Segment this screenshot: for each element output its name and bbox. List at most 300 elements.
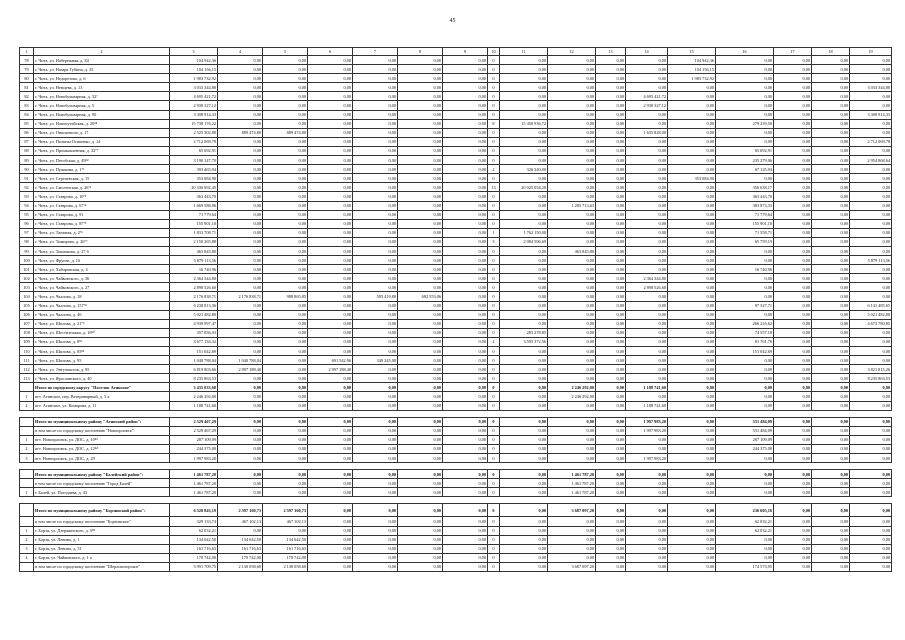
- table-row: [20, 128, 892, 137]
- value-cell: 0: [488, 101, 500, 110]
- value-cell: 353 084,90: [668, 174, 716, 183]
- value-cell: 279 239,50: [716, 119, 774, 128]
- table-row: [20, 488, 892, 497]
- value-cell: 0,00: [668, 553, 716, 562]
- value-cell: 0,00: [668, 310, 716, 319]
- value-cell: 0,00: [263, 383, 308, 392]
- table-row: [20, 228, 892, 237]
- value-cell: 0,00: [668, 301, 716, 310]
- value-cell: 0,00: [596, 504, 626, 517]
- column-number: 8: [398, 48, 443, 56]
- value-cell: 0,00: [668, 274, 716, 283]
- value-cell: 0,00: [596, 56, 626, 65]
- value-cell: 0,00: [716, 374, 774, 383]
- value-cell: 20 336 692,45: [170, 183, 218, 192]
- value-cell: 0,00: [774, 128, 812, 137]
- value-cell: 0,00: [596, 562, 626, 571]
- value-cell: 155 901,10: [716, 219, 774, 228]
- value-cell: 4 695 421,72: [626, 92, 668, 101]
- value-cell: 0,00: [668, 92, 716, 101]
- value-cell: 0,00: [774, 562, 812, 571]
- value-cell: 0,00: [308, 479, 353, 488]
- table-row: [20, 110, 892, 119]
- value-cell: 363 443,70: [170, 192, 218, 201]
- value-cell: 353 084,90: [170, 174, 218, 183]
- value-cell: 170 742,00: [170, 553, 218, 562]
- value-cell: 0,00: [668, 319, 716, 328]
- value-cell: 0,00: [353, 83, 398, 92]
- value-cell: 0,00: [596, 517, 626, 526]
- value-cell: 0,00: [500, 526, 548, 535]
- value-cell: 0,00: [500, 174, 548, 183]
- value-cell: 0,00: [626, 488, 668, 497]
- value-cell: 0,00: [308, 65, 353, 74]
- value-cell: 0,00: [626, 504, 668, 517]
- value-cell: 65 759,19: [716, 237, 774, 246]
- value-cell: 889 474,80: [218, 128, 263, 137]
- table-row: [20, 283, 892, 292]
- value-cell: 0,00: [398, 383, 443, 392]
- value-cell: 0,00: [548, 83, 596, 92]
- address-cell: г. Чита, ул. Назара Губина, д. 35: [34, 65, 170, 74]
- column-number: 14: [626, 48, 668, 56]
- value-cell: 0,00: [548, 292, 596, 301]
- value-cell: 0,00: [218, 92, 263, 101]
- value-cell: 0: [488, 444, 500, 453]
- row-number-cell: 1: [20, 392, 34, 401]
- value-cell: 0,00: [668, 328, 716, 337]
- address-cell: г. Чита, ул. Промышленная, д. 32⁷⁷: [34, 146, 170, 155]
- value-cell: 0: [488, 319, 500, 328]
- address-cell: г. Борзя, ул. Ленина, д. 51: [34, 544, 170, 553]
- value-cell: 0,00: [218, 526, 263, 535]
- value-cell: 0,00: [398, 365, 443, 374]
- value-cell: 2 176 838,71: [218, 292, 263, 301]
- row-number-cell: 79: [20, 65, 34, 74]
- value-cell: 0,00: [398, 426, 443, 435]
- value-cell: 0,00: [308, 535, 353, 544]
- value-cell: 0,00: [626, 337, 668, 346]
- address-cell: г. Чита, ул. Недорезова, д. 6: [34, 74, 170, 83]
- value-cell: 0,00: [596, 183, 626, 192]
- value-cell: 0,00: [548, 435, 596, 444]
- value-cell: 0,00: [263, 283, 308, 292]
- row-number-cell: [20, 562, 34, 571]
- table-row: [20, 544, 892, 553]
- value-cell: 0,00: [850, 237, 892, 246]
- value-cell: 0,00: [626, 479, 668, 488]
- value-cell: 0,00: [308, 426, 353, 435]
- value-cell: 0,00: [218, 319, 263, 328]
- value-cell: 0,00: [596, 401, 626, 410]
- value-cell: 0,00: [263, 426, 308, 435]
- address-cell: пгт. Агинское, пер. Ветеринарный, д. 3 а: [34, 392, 170, 401]
- value-cell: 2 246 292,00: [170, 392, 218, 401]
- value-cell: 0,00: [626, 228, 668, 237]
- value-cell: 0,00: [774, 219, 812, 228]
- value-cell: 0,00: [716, 137, 774, 146]
- value-cell: 0,00: [353, 119, 398, 128]
- value-cell: 0,00: [353, 417, 398, 426]
- address-cell: пгт. Новоорловск, ул. ДОС, д. 12⁸⁴: [34, 444, 170, 453]
- value-cell: 0,00: [812, 192, 850, 201]
- row-number-cell: [20, 383, 34, 392]
- row-number-cell: 101: [20, 265, 34, 274]
- row-number-cell: 2: [20, 444, 34, 453]
- table-row: [20, 183, 892, 192]
- value-cell: 0,00: [353, 383, 398, 392]
- value-cell: 0,00: [353, 319, 398, 328]
- value-cell: 0,00: [774, 65, 812, 74]
- value-cell: 889 474,80: [263, 128, 308, 137]
- value-cell: 0,00: [812, 454, 850, 463]
- value-cell: 0,00: [500, 246, 548, 255]
- value-cell: 0,00: [398, 128, 443, 137]
- value-cell: 71 779,64: [716, 210, 774, 219]
- value-cell: 0,00: [850, 201, 892, 210]
- value-cell: 0,00: [812, 374, 850, 383]
- value-cell: 0,00: [263, 74, 308, 83]
- value-cell: 0,00: [263, 265, 308, 274]
- value-cell: 0,00: [596, 301, 626, 310]
- value-cell: 0,00: [398, 401, 443, 410]
- value-cell: 0,00: [596, 274, 626, 283]
- value-cell: 5 879 113,56: [850, 256, 892, 265]
- value-cell: 0,00: [596, 137, 626, 146]
- value-cell: 0,00: [308, 101, 353, 110]
- value-cell: 0,00: [443, 301, 488, 310]
- value-cell: 1 461 787,20: [170, 479, 218, 488]
- value-cell: 3 308 914,33: [850, 110, 892, 119]
- value-cell: 0,00: [308, 146, 353, 155]
- value-cell: 0,00: [812, 310, 850, 319]
- address-cell: г. Борзя, ул. Дзержинского, д. 5⁸⁵: [34, 526, 170, 535]
- value-cell: 0,00: [774, 356, 812, 365]
- value-cell: 0,00: [548, 553, 596, 562]
- value-cell: 0: [488, 92, 500, 101]
- value-cell: 0,00: [218, 183, 263, 192]
- value-cell: 0,00: [850, 479, 892, 488]
- value-cell: 0,00: [218, 65, 263, 74]
- value-cell: 0,00: [716, 92, 774, 101]
- value-cell: 0,00: [716, 488, 774, 497]
- value-cell: 0,00: [218, 383, 263, 392]
- value-cell: 0,00: [596, 174, 626, 183]
- value-cell: 0,00: [443, 110, 488, 119]
- value-cell: 0,00: [443, 174, 488, 183]
- value-cell: 0,00: [626, 146, 668, 155]
- value-cell: 0,00: [668, 128, 716, 137]
- value-cell: 0,00: [812, 470, 850, 479]
- value-cell: 1 461 787,20: [548, 479, 596, 488]
- value-cell: 0,00: [353, 426, 398, 435]
- value-cell: 0,00: [443, 535, 488, 544]
- value-cell: 16 740,96: [170, 265, 218, 274]
- value-cell: 0,00: [596, 417, 626, 426]
- value-cell: 0,00: [626, 435, 668, 444]
- value-cell: 62 032,21: [716, 517, 774, 526]
- value-cell: 0,00: [626, 56, 668, 65]
- value-cell: 0,00: [668, 210, 716, 219]
- value-cell: 0,00: [812, 319, 850, 328]
- value-cell: 0,00: [398, 283, 443, 292]
- value-cell: 356 638,17: [716, 183, 774, 192]
- value-cell: 0,00: [812, 347, 850, 356]
- value-cell: 0,00: [500, 347, 548, 356]
- value-cell: 0,00: [308, 174, 353, 183]
- value-cell: 0,00: [443, 274, 488, 283]
- value-cell: 0,00: [398, 174, 443, 183]
- value-cell: 988 865,85: [263, 292, 308, 301]
- value-cell: 0,00: [596, 283, 626, 292]
- value-cell: 0,00: [263, 237, 308, 246]
- value-cell: 0,00: [218, 74, 263, 83]
- value-cell: 0,00: [218, 337, 263, 346]
- value-cell: 6 520 843,19: [170, 504, 218, 517]
- value-cell: 0,00: [308, 562, 353, 571]
- value-cell: 1 997 983,20: [626, 426, 668, 435]
- value-cell: 0,00: [218, 417, 263, 426]
- value-cell: 4 673 780,85: [850, 319, 892, 328]
- value-cell: 0: [488, 256, 500, 265]
- value-cell: 0,00: [626, 365, 668, 374]
- value-cell: 0,00: [596, 256, 626, 265]
- spacer-row: [20, 463, 892, 470]
- value-cell: 0,00: [308, 526, 353, 535]
- value-cell: 0,00: [308, 219, 353, 228]
- value-cell: 13: [488, 183, 500, 192]
- value-cell: 0,00: [774, 347, 812, 356]
- value-cell: 0,00: [353, 101, 398, 110]
- value-cell: 2: [488, 165, 500, 174]
- value-cell: 0,00: [626, 165, 668, 174]
- table-row: [20, 92, 892, 101]
- address-cell: г. Чита, ул. Шилова, д. 8⁸¹: [34, 337, 170, 346]
- row-number-cell: 1: [20, 435, 34, 444]
- address-cell: г. Борзя, ул. Чайковского, д. 1 а: [34, 553, 170, 562]
- value-cell: 0,00: [596, 119, 626, 128]
- value-cell: 0,00: [500, 83, 548, 92]
- value-cell: 0: [488, 426, 500, 435]
- value-cell: 2 246 292,00: [548, 383, 596, 392]
- table-row: [20, 392, 892, 401]
- value-cell: 0,00: [353, 374, 398, 383]
- row-number-cell: [20, 417, 34, 426]
- table-row: [20, 56, 892, 65]
- table-row: [20, 535, 892, 544]
- value-cell: 0,00: [812, 137, 850, 146]
- value-cell: 0,00: [308, 401, 353, 410]
- value-cell: 3 687 097,20: [548, 562, 596, 571]
- value-cell: 0,00: [668, 219, 716, 228]
- value-cell: 0,00: [774, 517, 812, 526]
- value-cell: 0,00: [668, 156, 716, 165]
- value-cell: 287 109,09: [716, 435, 774, 444]
- value-cell: 0,00: [774, 174, 812, 183]
- value-cell: 0,00: [850, 192, 892, 201]
- value-cell: 1 461 787,20: [548, 470, 596, 479]
- value-cell: 0,00: [443, 219, 488, 228]
- value-cell: 0,00: [398, 256, 443, 265]
- value-cell: 0: [488, 562, 500, 571]
- value-cell: 0,00: [774, 470, 812, 479]
- value-cell: 0,00: [850, 219, 892, 228]
- value-cell: 0,00: [308, 553, 353, 562]
- table-row: [20, 292, 892, 301]
- value-cell: 0,00: [812, 237, 850, 246]
- value-cell: 134 642,50: [263, 535, 308, 544]
- value-cell: 0,00: [353, 328, 398, 337]
- row-number-cell: 87: [20, 137, 34, 146]
- value-cell: 0,00: [716, 535, 774, 544]
- value-cell: 0,00: [626, 246, 668, 255]
- value-cell: 0,00: [263, 319, 308, 328]
- value-cell: 0,00: [500, 110, 548, 119]
- value-cell: 0,00: [812, 128, 850, 137]
- value-cell: 0,00: [596, 328, 626, 337]
- value-cell: 0,00: [548, 256, 596, 265]
- value-cell: 0,00: [443, 256, 488, 265]
- value-cell: 0,00: [500, 283, 548, 292]
- column-number: 7: [353, 48, 398, 56]
- value-cell: 0: [488, 535, 500, 544]
- value-cell: 0,00: [500, 256, 548, 265]
- row-number-cell: 96: [20, 219, 34, 228]
- value-cell: 0,00: [500, 374, 548, 383]
- value-cell: 161 716,63: [263, 544, 308, 553]
- value-cell: 0,00: [263, 401, 308, 410]
- value-cell: 0,00: [443, 246, 488, 255]
- value-cell: 0,00: [668, 110, 716, 119]
- value-cell: 0,00: [548, 265, 596, 274]
- value-cell: 0,00: [398, 562, 443, 571]
- row-number-cell: 88: [20, 146, 34, 155]
- value-cell: 0,00: [500, 74, 548, 83]
- value-cell: 0,00: [774, 553, 812, 562]
- address-cell: в том числе по городскому поселению "Борзинское": [34, 517, 170, 526]
- value-cell: 0: [488, 74, 500, 83]
- column-number: 12: [548, 48, 596, 56]
- value-cell: 0,00: [308, 454, 353, 463]
- row-number-cell: [20, 426, 34, 435]
- value-cell: 0,00: [218, 256, 263, 265]
- value-cell: 0,00: [850, 337, 892, 346]
- value-cell: 0,00: [218, 479, 263, 488]
- value-cell: 0,00: [812, 401, 850, 410]
- row-number-cell: 98: [20, 237, 34, 246]
- value-cell: 463 845,80: [170, 246, 218, 255]
- value-cell: 0,00: [548, 356, 596, 365]
- value-cell: 0,00: [596, 92, 626, 101]
- value-cell: 1 461 787,20: [548, 488, 596, 497]
- value-cell: 97 327,71: [716, 301, 774, 310]
- value-cell: 3 308 914,33: [170, 110, 218, 119]
- value-cell: 0,00: [548, 337, 596, 346]
- table-row: [20, 174, 892, 183]
- value-cell: 0,00: [626, 392, 668, 401]
- value-cell: 0,00: [263, 337, 308, 346]
- value-cell: 0,00: [500, 535, 548, 544]
- value-cell: 0,00: [218, 174, 263, 183]
- value-cell: 326 340,00: [500, 165, 548, 174]
- value-cell: 134 642,50: [170, 535, 218, 544]
- value-cell: 0,00: [263, 417, 308, 426]
- value-cell: 0,00: [398, 417, 443, 426]
- value-cell: 0,00: [596, 228, 626, 237]
- row-number-cell: 90: [20, 165, 34, 174]
- value-cell: 0,00: [812, 544, 850, 553]
- value-cell: 0,00: [353, 392, 398, 401]
- value-cell: 0,00: [668, 526, 716, 535]
- value-cell: 0,00: [398, 165, 443, 174]
- value-cell: 0,00: [263, 219, 308, 228]
- value-cell: 0,00: [716, 292, 774, 301]
- value-cell: 1 983 732,92: [668, 74, 716, 83]
- address-cell: г. Чита, ул. Чкалова, д. 157⁷⁸: [34, 301, 170, 310]
- value-cell: 0,00: [850, 504, 892, 517]
- value-cell: 0,00: [548, 74, 596, 83]
- value-cell: 0,00: [398, 553, 443, 562]
- table-row: [20, 365, 892, 374]
- value-cell: 0,00: [850, 274, 892, 283]
- value-cell: 0,00: [812, 156, 850, 165]
- value-cell: 3 190 147,70: [170, 156, 218, 165]
- value-cell: 1 997 983,20: [626, 454, 668, 463]
- value-cell: 0,00: [398, 119, 443, 128]
- value-cell: 0,00: [308, 74, 353, 83]
- value-cell: 2 529 467,29: [170, 417, 218, 426]
- value-cell: 0,00: [626, 65, 668, 74]
- value-cell: 0,00: [353, 479, 398, 488]
- value-cell: 349 245,08: [353, 356, 398, 365]
- value-cell: 0,00: [353, 192, 398, 201]
- value-cell: 0,00: [308, 201, 353, 210]
- value-cell: 0,00: [218, 237, 263, 246]
- value-cell: 0,00: [716, 310, 774, 319]
- value-cell: 0,00: [716, 356, 774, 365]
- value-cell: 0,00: [443, 517, 488, 526]
- value-cell: 0,00: [774, 454, 812, 463]
- value-cell: 1 762 150,00: [500, 228, 548, 237]
- value-cell: 0,00: [500, 504, 548, 517]
- value-cell: 0,00: [353, 110, 398, 119]
- value-cell: 0,00: [308, 246, 353, 255]
- value-cell: 0,00: [263, 201, 308, 210]
- capital-repair-table: [19, 47, 892, 572]
- value-cell: 0,00: [850, 470, 892, 479]
- value-cell: 1 188 741,60: [170, 401, 218, 410]
- address-cell: пгт. Новоорловск, ул. ДОС, д. 10⁸³: [34, 435, 170, 444]
- value-cell: 71 558,71: [716, 228, 774, 237]
- address-cell: г. Чита, ул. Ставрова, д. 67⁷⁴: [34, 201, 170, 210]
- value-cell: 0,00: [774, 210, 812, 219]
- row-number-cell: 103: [20, 283, 34, 292]
- value-cell: 0,00: [548, 101, 596, 110]
- value-cell: 0,00: [218, 401, 263, 410]
- value-cell: 0,00: [548, 156, 596, 165]
- value-cell: 0,00: [443, 201, 488, 210]
- value-cell: 0,00: [668, 292, 716, 301]
- value-cell: 0,00: [308, 165, 353, 174]
- column-number: 1: [20, 48, 34, 56]
- value-cell: 1 285 713,63: [548, 201, 596, 210]
- value-cell: 0,00: [850, 401, 892, 410]
- row-number-cell: 100: [20, 256, 34, 265]
- value-cell: 0,00: [812, 246, 850, 255]
- value-cell: 0,00: [218, 192, 263, 201]
- value-cell: 0,00: [548, 328, 596, 337]
- value-cell: 0,00: [398, 356, 443, 365]
